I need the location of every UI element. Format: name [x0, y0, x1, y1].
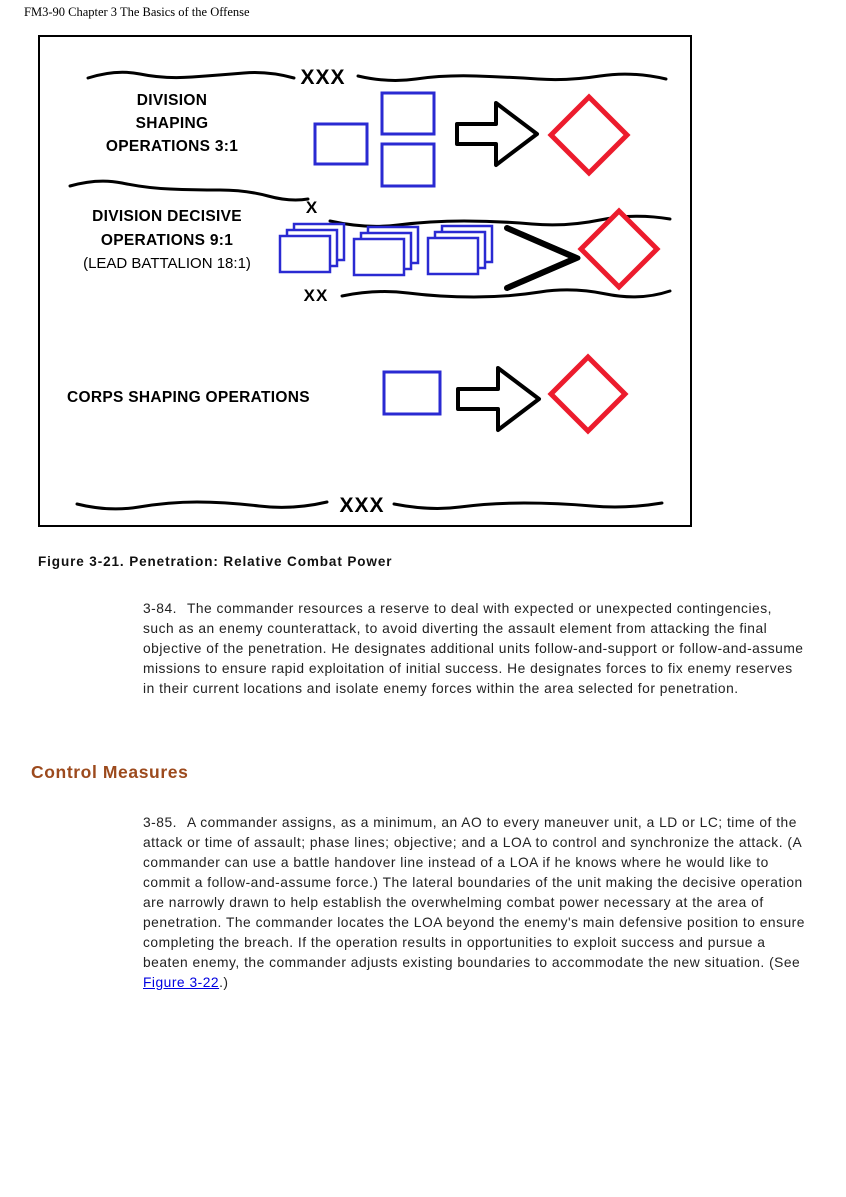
division-shaping-label-line1: DIVISION [136, 92, 208, 109]
boundary-label-top: XXX [300, 66, 346, 89]
enemy-unit-symbol [551, 357, 625, 431]
division-decisive-label-line3: (LEAD BATTALION 18:1) [83, 255, 251, 272]
attack-arrow [457, 103, 537, 165]
paragraph-text: .) [219, 975, 229, 990]
corps-shaping-label: CORPS SHAPING OPERATIONS [67, 389, 310, 406]
enemy-unit-symbol [551, 97, 627, 173]
paragraph-3-85 [143, 813, 807, 993]
figure-3-22-link[interactable]: Figure 3-22 [143, 975, 220, 990]
friendly-unit-symbol [382, 93, 434, 134]
figure-caption: Figure 3-21. Penetration: Relative Combat Power [38, 554, 393, 569]
penetration-diagram [40, 37, 690, 525]
boundary-line-bottom-right [394, 503, 662, 508]
friendly-unit-symbol [382, 144, 434, 186]
boundary-line-xx-right [342, 290, 670, 297]
friendly-unit-symbol-stacked [428, 238, 478, 274]
division-shaping-label-line3: OPERATIONS 3:1 [105, 138, 239, 155]
paragraph-text: A commander assigns, as a minimum, an AO to every maneuver unit, a LD or LC; time of the attack or time of assault; phase lines; objective; and a LOA to control and synchronize the attack. (A commander can use a battle handover line instead of a LOA if he knows where he would like to commit a follow-and-assume force.) The lateral boundaries of the unit making the decisive operation are narrowly drawn to help establish the overwhelming combat power necessary at the area of penetration. The commander locates the LOA beyond the enemy's main defensive position to ensure completing the breach. If the operation results in opportunities to exploit success and pursue a beaten enemy, the commander adjusts existing boundaries to accommodate the new situation. (See [143, 815, 805, 970]
friendly-unit-symbol-stacked [354, 239, 404, 275]
paragraph-3-84 [143, 599, 807, 699]
document-header: FM3-90 Chapter 3 The Basics of the Offense [24, 5, 250, 19]
paragraph-number: 3-85. [143, 815, 177, 830]
division-shaping-label-line2: SHAPING [135, 115, 209, 132]
paragraph-number: 3-84. [143, 601, 177, 616]
boundary-line-top-right [358, 74, 666, 80]
attack-arrow-chevron [507, 228, 576, 288]
section-heading-control-measures: Control Measures [31, 762, 189, 782]
boundary-line-top-left [88, 72, 294, 78]
boundary-label-bottom: XXX [339, 494, 385, 517]
figure-box [38, 35, 692, 527]
boundary-line-middle-left [70, 181, 308, 200]
division-decisive-label-line2: OPERATIONS 9:1 [100, 232, 234, 249]
paragraph-text: The commander resources a reserve to deal with expected or unexpected contingencies, such as an enemy counterattack, to avoid diverting the assault element from attacking the final objective of the penetration. He designates additional units follow-and-support or follow-and-assume missions to ensure rapid exploitation of initial success. He designates forces to fix enemy reserves in their current locations and isolate enemy forces within the area selected for penetration. [143, 601, 804, 696]
boundary-line-bottom-left [77, 502, 327, 509]
friendly-unit-symbol [384, 372, 440, 414]
division-decisive-label-line1: DIVISION DECISIVE [92, 208, 242, 225]
attack-arrow [458, 368, 539, 430]
friendly-unit-symbol [315, 124, 367, 164]
boundary-label-xx: XX [303, 286, 329, 305]
friendly-unit-symbol-stacked [280, 236, 330, 272]
boundary-label-x: X [305, 198, 319, 217]
